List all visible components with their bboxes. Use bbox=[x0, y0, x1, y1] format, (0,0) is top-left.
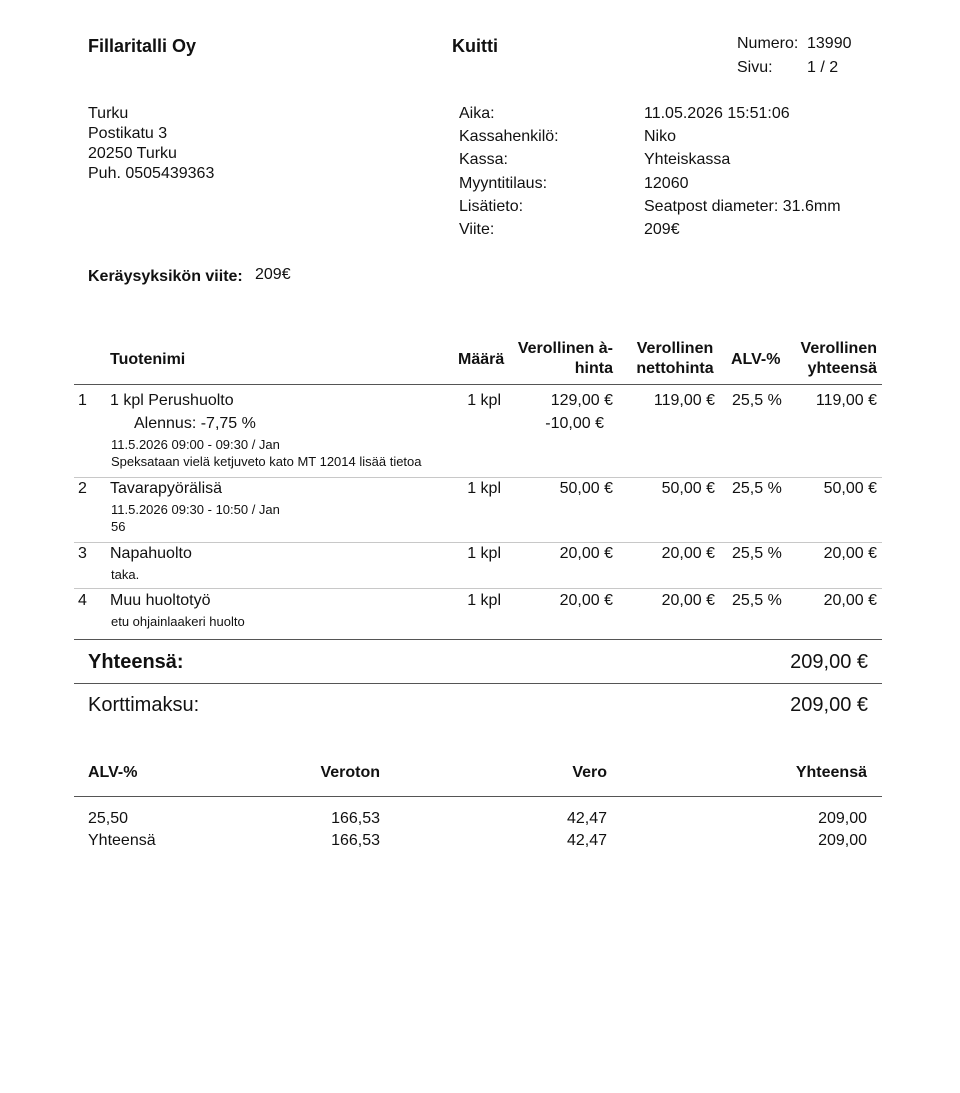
info-value: Seatpost diameter: 31.6mm bbox=[644, 198, 841, 215]
vat-net: 166,53 bbox=[331, 832, 380, 849]
row-vat: 25,5 % bbox=[732, 392, 782, 409]
row-number: 4 bbox=[78, 592, 87, 609]
vat-col-tax: Vero bbox=[572, 764, 607, 781]
row-number: 1 bbox=[78, 392, 87, 409]
info-value: Yhteiskassa bbox=[644, 151, 731, 168]
row-note: 56 bbox=[111, 519, 126, 534]
row-product-name: Napahuolto bbox=[110, 545, 192, 562]
vat-col-net: Veroton bbox=[320, 764, 380, 781]
company-name: Fillaritalli Oy bbox=[88, 36, 197, 56]
company-postal: 20250 Turku bbox=[88, 145, 177, 162]
row-product-name: Tavarapyörälisä bbox=[110, 480, 223, 497]
company-city: Turku bbox=[88, 105, 129, 122]
vat-total: 209,00 bbox=[818, 810, 867, 827]
info-label: Kassahenkilö: bbox=[459, 128, 559, 145]
payment-label: Korttimaksu: bbox=[88, 694, 200, 716]
row-vat: 25,5 % bbox=[732, 480, 782, 497]
col-header-net-price-2: nettohinta bbox=[636, 360, 714, 377]
info-value: 209€ bbox=[644, 221, 680, 238]
col-header-vat: ALV-% bbox=[731, 351, 781, 368]
header-divider bbox=[74, 384, 882, 385]
row-net-price: 50,00 € bbox=[661, 480, 715, 497]
row-divider bbox=[74, 477, 882, 478]
col-header-product: Tuotenimi bbox=[110, 351, 186, 368]
total-value: 209,00 € bbox=[790, 651, 868, 673]
row-product-name: 1 kpl Perushuolto bbox=[110, 392, 234, 409]
info-label: Aika: bbox=[459, 105, 495, 122]
row-discount-value: -10,00 € bbox=[545, 415, 604, 432]
vat-rate: 25,50 bbox=[88, 810, 129, 827]
vat-rate: Yhteensä bbox=[88, 832, 156, 849]
receipt-number: 13990 bbox=[807, 35, 852, 52]
col-header-unit-price: Verollinen à- bbox=[517, 340, 613, 357]
info-value: 11.05.2026 15:51:06 bbox=[644, 105, 790, 122]
row-total: 20,00 € bbox=[823, 592, 877, 609]
vat-net: 166,53 bbox=[331, 810, 380, 827]
row-net-price: 20,00 € bbox=[661, 545, 715, 562]
row-qty: 1 kpl bbox=[467, 545, 501, 562]
row-total: 50,00 € bbox=[823, 480, 877, 497]
row-unit-price: 20,00 € bbox=[559, 545, 613, 562]
row-unit-price: 50,00 € bbox=[559, 480, 613, 497]
page-label: Sivu: bbox=[737, 59, 773, 76]
row-vat: 25,5 % bbox=[732, 545, 782, 562]
info-label: Lisätieto: bbox=[459, 198, 524, 215]
row-divider bbox=[74, 588, 882, 589]
row-number: 3 bbox=[78, 545, 87, 562]
row-total: 20,00 € bbox=[823, 545, 877, 562]
row-qty: 1 kpl bbox=[467, 480, 501, 497]
col-header-total: Verollinen bbox=[800, 340, 877, 357]
row-note: 11.5.2026 09:30 - 10:50 / Jan bbox=[111, 502, 280, 517]
row-vat: 25,5 % bbox=[732, 592, 782, 609]
row-net-price: 119,00 € bbox=[653, 392, 715, 409]
row-product-name: Muu huoltotyö bbox=[110, 592, 211, 609]
vat-total: 209,00 bbox=[818, 832, 867, 849]
row-note: 11.5.2026 09:00 - 09:30 / Jan bbox=[111, 437, 280, 452]
col-header-qty: Määrä bbox=[458, 351, 505, 368]
row-note: etu ohjainlaakeri huolto bbox=[111, 614, 245, 629]
total-divider bbox=[74, 683, 882, 684]
collection-ref-label: Keräysyksikön viite: bbox=[88, 268, 243, 285]
row-qty: 1 kpl bbox=[467, 592, 501, 609]
info-label: Kassa: bbox=[459, 151, 508, 168]
table-end-divider bbox=[74, 639, 882, 640]
page-number: 1 / 2 bbox=[807, 59, 839, 76]
info-value: Niko bbox=[644, 128, 677, 145]
row-divider bbox=[74, 542, 882, 543]
col-header-total-2: yhteensä bbox=[807, 360, 877, 377]
info-label: Viite: bbox=[459, 221, 495, 238]
vat-header-divider bbox=[74, 796, 882, 797]
vat-col-rate: ALV-% bbox=[88, 764, 138, 781]
company-phone: Puh. 0505439363 bbox=[88, 165, 215, 182]
company-street: Postikatu 3 bbox=[88, 125, 168, 142]
row-note: Speksataan vielä ketjuveto kato MT 12014 lisää tietoa bbox=[111, 454, 422, 469]
vat-tax: 42,47 bbox=[566, 810, 607, 827]
info-label: Myyntitilaus: bbox=[459, 175, 548, 192]
row-total: 119,00 € bbox=[815, 392, 877, 409]
row-net-price: 20,00 € bbox=[661, 592, 715, 609]
col-header-unit-price-2: hinta bbox=[574, 360, 613, 377]
row-discount-label: Alennus: -7,75 % bbox=[134, 415, 256, 432]
collection-ref-value: 209€ bbox=[255, 266, 291, 283]
row-unit-price: 129,00 € bbox=[550, 392, 613, 409]
info-value: 12060 bbox=[644, 175, 689, 192]
vat-col-total: Yhteensä bbox=[795, 764, 867, 781]
row-note: taka. bbox=[111, 567, 140, 582]
col-header-net-price: Verollinen bbox=[636, 340, 714, 357]
payment-value: 209,00 € bbox=[790, 694, 868, 716]
row-qty: 1 kpl bbox=[467, 392, 501, 409]
row-unit-price: 20,00 € bbox=[559, 592, 613, 609]
document-title: Kuitti bbox=[452, 36, 498, 56]
receipt-number-label: Numero: bbox=[737, 35, 799, 52]
total-label: Yhteensä: bbox=[88, 651, 184, 673]
row-number: 2 bbox=[78, 480, 87, 497]
vat-tax: 42,47 bbox=[566, 832, 607, 849]
